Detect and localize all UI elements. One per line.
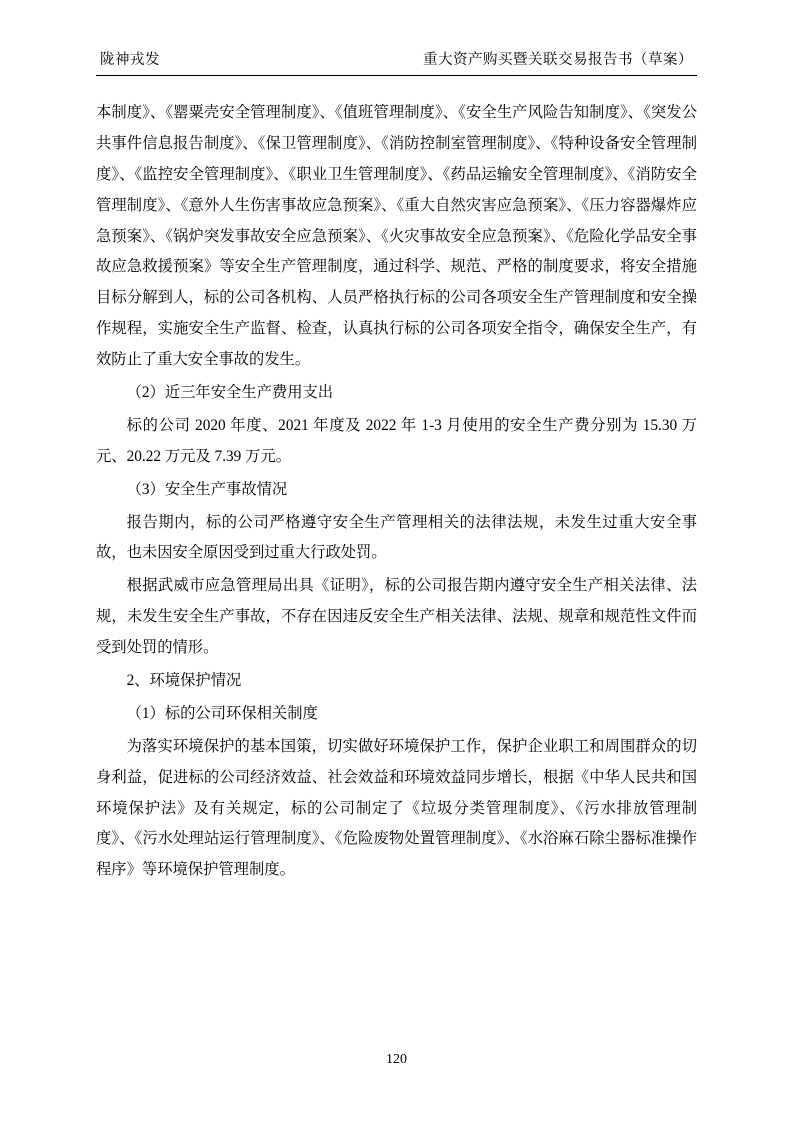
paragraph-safety-accidents: 报告期内，标的公司严格遵守安全生产管理相关的法律法规，未发生过重大安全事故，也未因安全原因受到过重大行政处罚。 bbox=[96, 513, 697, 562]
paragraph-environmental-systems: 为落实环境保护的基本国策，切实做好环境保护工作，保护企业职工和周围群众的切身利益，促进标的公司经济效益、社会效益和环境效益同步增长，根据《中华人民共和国环境保护法》及有关规定，标的公司制定了《垃圾分类管理制度》、《污水排放管理制度》、《污水处理站运行管理制度》、《危险废物处置管理制度》、《水浴麻石除尘器标准操作程序》等环境保护管理制度。 bbox=[96, 737, 697, 879]
page-body bbox=[96, 98, 697, 886]
heading-environmental-systems: （1）标的公司环保相关制度 bbox=[126, 704, 318, 722]
header-document-title: 重大资产购买暨关联交易报告书（草案） bbox=[423, 52, 693, 68]
heading-safety-expense: （2）近三年安全生产费用支出 bbox=[126, 384, 334, 402]
heading-safety-accidents: （3）安全生产事故情况 bbox=[126, 480, 288, 498]
heading-environmental-protection: 2、环境保护情况 bbox=[126, 672, 242, 690]
page-header bbox=[96, 48, 697, 75]
page-number: 120 bbox=[386, 1052, 407, 1067]
header-divider bbox=[96, 75, 697, 76]
header-company-name: 陇神戎发 bbox=[100, 52, 160, 68]
paragraph-bureau-certificate: 根据武威市应急管理局出具《证明》，标的公司报告期内遵守安全生产相关法律、法规，未发生安全生产事故，不存在因违反安全生产相关法律、法规、规章和规范性文件而受到处罚的情形。 bbox=[96, 577, 697, 657]
paragraph-continued: 本制度》、《罂粟壳安全管理制度》、《值班管理制度》、《安全生产风险告知制度》、《突发公共事件信息报告制度》、《保卫管理制度》、《消防控制室管理制度》、《特种设备安全管理制度》、《监控安全管理制度》、《职业卫生管理制度》、《药品运输安全管理制度》、《消防安全管理制度》、《意外人生伤害事故应急预案》、《重大自然灾害应急预案》、《压力容器爆炸应急预案》、《锅炉突发事故安全应急预案》、《火灾事故安全应急预案》、《危险化学品安全事故应急救援预案》等安全生产管理制度，通过科学、规范、严格的制度要求，将安全措施目标分解到人，标的公司各机构、人员严格执行标的公司各项安全生产管理制度和安全操作规程，实施安全生产监督、检查，认真执行标的公司各项安全指令，确保安全生产，有效防止了重大安全事故的发生。 bbox=[96, 104, 697, 369]
paragraph-safety-expense: 标的公司 2020 年度、2021 年度及 2022 年 1-3 月使用的安全生产费分别为 15.30 万元、20.22 万元及 7.39 万元。 bbox=[96, 416, 697, 465]
